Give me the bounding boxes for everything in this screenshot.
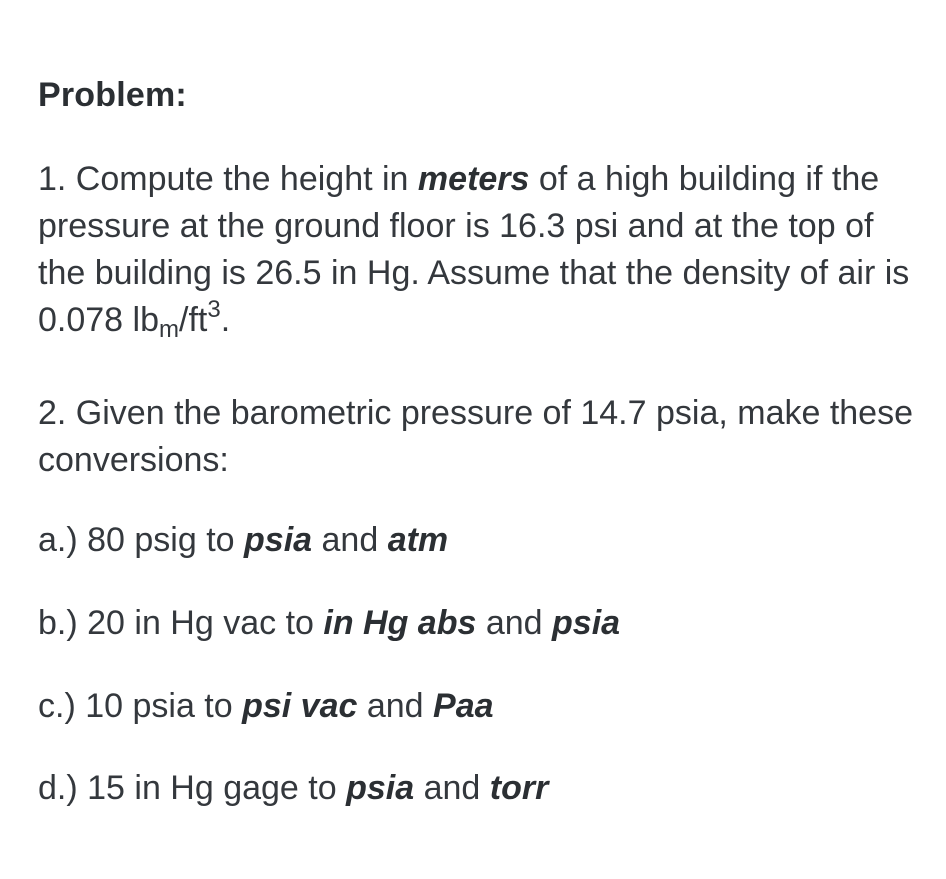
conversion-target-2: atm [387,521,449,559]
conversion-item-b [38,603,620,643]
question-1-text-body: of a high building if the pressure at the ground floor is 16.3 psi and at the top of the building is 26.5 in Hg. Assume that the density of air is 0.078 lb [38,160,910,339]
conversion-conjunction: and [476,604,553,642]
question-2: 2. Given the barometric pressure of 14.7 psia, make these conversions: [38,394,914,479]
conversion-target-1: psia [244,521,313,559]
conversion-item-a [38,520,448,560]
conversion-target-2: torr [489,769,549,807]
unit-subscript: m [159,316,179,343]
question-1-text-start: 1. Compute the height in [38,160,418,198]
conversion-target-2: Paa [433,687,494,725]
unit-divider: /ft [179,301,208,339]
conversion-item-c [38,686,494,726]
unit-superscript: 3 [207,296,221,323]
conversion-conjunction: and [312,521,388,559]
conversion-target-2: psia [552,604,621,642]
page-title: Problem: [38,76,187,114]
question-1-emphasis: meters [417,160,530,198]
conversion-conjunction: and [357,687,434,725]
conversion-item-text: d.) 15 in Hg gage to [38,769,347,807]
question-1-period: . [220,301,231,339]
conversion-item-text: b.) 20 in Hg vac to [38,604,324,642]
question-1 [38,156,918,344]
conversion-item-d [38,768,548,808]
conversion-conjunction: and [414,769,490,807]
conversion-target-1: psi vac [242,687,358,725]
conversion-item-text: c.) 10 psia to [38,687,243,725]
conversion-item-text: a.) 80 psig to [38,521,245,559]
conversion-target-1: psia [346,769,415,807]
conversion-target-1: in Hg abs [323,604,477,642]
